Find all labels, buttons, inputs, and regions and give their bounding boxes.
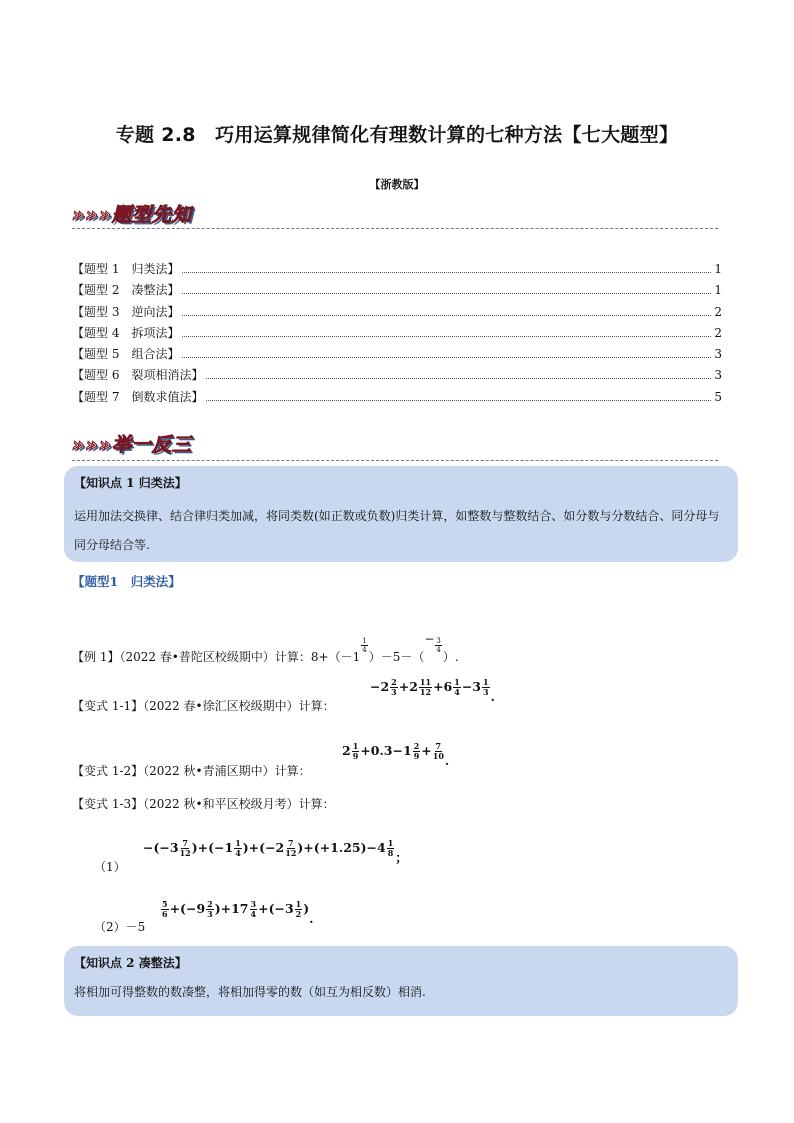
toc-item-label: 【题型 7 倒数求值法】 bbox=[72, 389, 204, 404]
toc-page-number: 3 bbox=[714, 368, 722, 383]
fraction bbox=[482, 678, 490, 697]
term: ) bbox=[303, 901, 310, 916]
knowledge-box-2 bbox=[64, 946, 738, 1016]
examples-divider bbox=[72, 460, 718, 461]
variant-1-2 bbox=[72, 762, 311, 779]
denominator: 9 bbox=[413, 751, 420, 761]
term: )+(+1.25)−4 bbox=[297, 840, 386, 855]
toc-page-number: 1 bbox=[714, 283, 722, 298]
fraction bbox=[285, 839, 296, 858]
toc-page-number: 5 bbox=[714, 389, 722, 404]
numerator: 1 bbox=[352, 741, 359, 751]
page-title: 专题 2.8 巧用运算规律简化有理数计算的七种方法【七大题型】 bbox=[115, 124, 679, 146]
fraction bbox=[433, 742, 444, 761]
example-1-suffix: ）. bbox=[442, 650, 459, 664]
example-1-prefix: 【例 1】（2022 春•普陀区校级期中）计算：8+（－1 bbox=[72, 650, 361, 664]
variant-1-3-part-1-expression bbox=[143, 838, 408, 865]
knowledge-1-heading: 【知识点 1 归类法】 bbox=[74, 476, 187, 490]
numerator: 1 bbox=[482, 677, 489, 687]
numerator: 1 bbox=[387, 838, 394, 848]
term: + bbox=[421, 743, 432, 758]
term: 2 bbox=[342, 743, 351, 758]
variant-1-1 bbox=[72, 697, 335, 714]
fraction bbox=[234, 839, 242, 858]
denominator: 12 bbox=[285, 848, 297, 858]
fraction bbox=[161, 900, 169, 919]
numerator: 3 bbox=[250, 899, 257, 909]
numerator: 7 bbox=[182, 838, 188, 848]
term: )+(−1 bbox=[191, 840, 234, 855]
denominator: 4 bbox=[250, 909, 257, 919]
denominator: 4 bbox=[235, 848, 241, 858]
numerator: 3 bbox=[436, 637, 441, 645]
variant-1-2-prefix: 【变式 1-2】（2022 秋•青浦区期中）计算： bbox=[72, 764, 311, 778]
section-heading-1: 【题型1 归类法】 bbox=[72, 574, 181, 589]
term: )+17 bbox=[214, 901, 249, 916]
denominator: 12 bbox=[419, 687, 432, 697]
fraction bbox=[435, 637, 441, 654]
denominator: 8 bbox=[387, 848, 394, 858]
overview-divider bbox=[72, 228, 718, 229]
fraction bbox=[206, 900, 214, 919]
part-1-label: （1） bbox=[94, 860, 126, 874]
term: −2 bbox=[370, 679, 390, 694]
fraction bbox=[352, 742, 360, 761]
numerator: 11 bbox=[419, 677, 432, 687]
numerator: 7 bbox=[435, 741, 442, 751]
toc-leader bbox=[182, 357, 711, 358]
toc-item[interactable] bbox=[72, 303, 722, 324]
toc-item[interactable] bbox=[72, 366, 722, 387]
period: . bbox=[490, 689, 495, 704]
example-1 bbox=[72, 632, 459, 665]
toc-item[interactable] bbox=[72, 260, 722, 281]
period: . bbox=[309, 911, 314, 926]
term: +(−3 bbox=[258, 901, 294, 916]
fraction bbox=[361, 637, 367, 654]
toc-leader bbox=[206, 378, 711, 379]
fraction bbox=[295, 900, 303, 919]
denominator: 10 bbox=[432, 751, 444, 761]
knowledge-box-1 bbox=[64, 466, 738, 562]
fraction bbox=[180, 839, 191, 858]
fraction bbox=[387, 839, 395, 858]
numerator: 1 bbox=[295, 899, 302, 909]
toc-page-number: 2 bbox=[714, 304, 722, 319]
denominator: 2 bbox=[295, 909, 302, 919]
numerator: 5 bbox=[162, 899, 168, 909]
fraction bbox=[413, 742, 421, 761]
denominator: 3 bbox=[207, 909, 213, 919]
numerator: 2 bbox=[391, 677, 397, 687]
toc-leader bbox=[182, 336, 711, 337]
part-2-label: （2）－5 bbox=[94, 920, 146, 934]
toc-page-number: 2 bbox=[714, 325, 722, 340]
examples-banner: »»»举一反三 bbox=[72, 434, 193, 456]
denominator: 4 bbox=[454, 687, 460, 697]
term: +0.3−1 bbox=[360, 743, 412, 758]
fraction bbox=[453, 678, 461, 697]
numerator: 1 bbox=[454, 677, 460, 687]
edition-label: 【浙教版】 bbox=[369, 178, 425, 191]
variant-1-1-prefix: 【变式 1-1】（2022 春•徐汇区校级期中）计算： bbox=[72, 699, 335, 713]
term: +(−9 bbox=[169, 901, 206, 916]
denominator: 12 bbox=[179, 848, 191, 858]
variant-1-3 bbox=[72, 795, 335, 812]
denominator: 9 bbox=[352, 751, 359, 761]
period: . bbox=[444, 753, 450, 768]
numerator: 7 bbox=[288, 838, 294, 848]
term: −(−3 bbox=[143, 840, 179, 855]
toc-item-label: 【题型 6 裂项相消法】 bbox=[72, 368, 204, 383]
toc-leader bbox=[182, 315, 711, 316]
denominator: 4 bbox=[362, 646, 367, 654]
toc-item[interactable] bbox=[72, 388, 722, 409]
toc-item-label: 【题型 5 组合法】 bbox=[72, 347, 180, 362]
example-1-mid: ）－5－（ bbox=[368, 650, 425, 664]
toc-item[interactable] bbox=[72, 281, 722, 302]
numerator: 1 bbox=[362, 637, 367, 645]
fraction bbox=[250, 900, 258, 919]
variant-1-3-prefix: 【变式 1-3】（2022 秋•和平区校级月考）计算： bbox=[72, 797, 335, 811]
term: +2 bbox=[398, 679, 418, 694]
toc-item-label: 【题型 4 拆项法】 bbox=[72, 325, 180, 340]
numerator: 1 bbox=[235, 838, 241, 848]
toc-page-number: 1 bbox=[714, 262, 722, 276]
toc-item-label: 【题型 1 归类法】 bbox=[72, 262, 180, 276]
toc-item[interactable] bbox=[72, 345, 722, 366]
knowledge-2-heading: 【知识点 2 凑整法】 bbox=[74, 956, 187, 970]
denominator: 3 bbox=[482, 687, 489, 697]
denominator: 6 bbox=[162, 909, 168, 919]
semicolon: ； bbox=[395, 850, 408, 865]
toc-item[interactable] bbox=[72, 324, 722, 345]
fraction bbox=[390, 678, 398, 697]
variant-1-2-expression bbox=[342, 741, 450, 768]
toc-leader bbox=[182, 293, 711, 294]
term: −3 bbox=[461, 679, 481, 694]
numerator: 2 bbox=[413, 741, 420, 751]
toc-item-label: 【题型 2 凑整法】 bbox=[72, 283, 180, 298]
term: +6 bbox=[433, 679, 453, 694]
toc-leader bbox=[206, 400, 711, 401]
overview-banner: »»»题型先知 bbox=[72, 204, 193, 226]
knowledge-2-text: 将相加可得整数的数凑整，将相加得零的数（如互为相反数）相消. bbox=[74, 985, 426, 999]
denominator: 4 bbox=[436, 646, 441, 654]
variant-1-1-expression bbox=[370, 677, 495, 704]
knowledge-1-text: 运用加法交换律、结合律归类加减，将同类数(如正数或负数)归类计算，如整数与整数结合、如分数与分数结合、同分母与同分母结合等. bbox=[74, 509, 720, 552]
denominator: 3 bbox=[391, 687, 397, 697]
table-of-contents bbox=[72, 260, 722, 409]
variant-1-3-part-2-expression bbox=[160, 899, 314, 926]
minus-sign: − bbox=[424, 632, 435, 646]
term: )+(−2 bbox=[242, 840, 285, 855]
toc-page-number: 3 bbox=[714, 347, 722, 362]
fraction bbox=[419, 678, 432, 697]
toc-leader bbox=[182, 272, 711, 273]
toc-item-label: 【题型 3 逆向法】 bbox=[72, 304, 180, 319]
numerator: 2 bbox=[207, 899, 213, 909]
